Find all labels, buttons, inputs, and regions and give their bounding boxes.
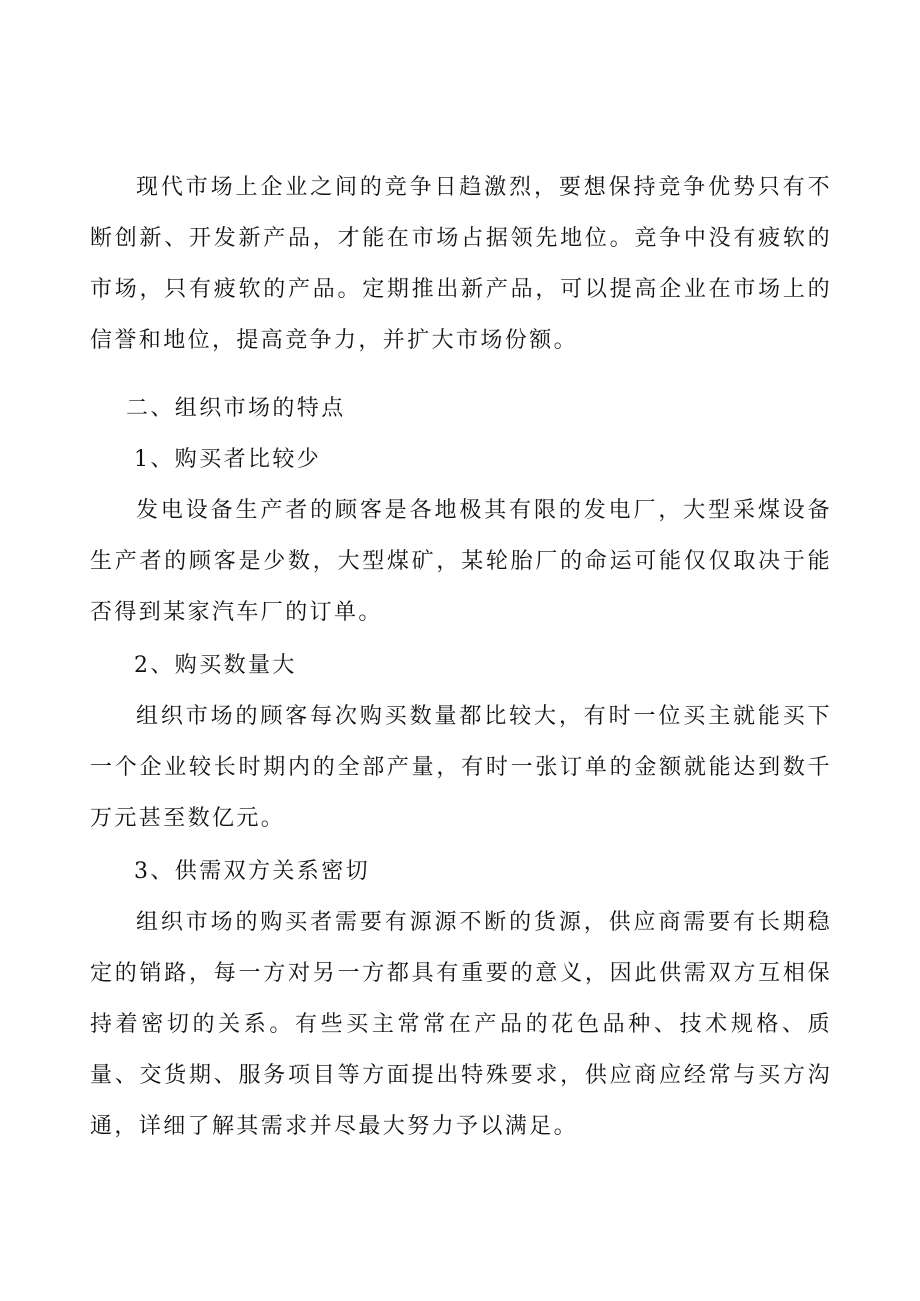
item-3-body: 组织市场的购买者需要有源源不断的货源，供应商需要有长期稳定的销路，每一方对另一方都具有重要的意义，因此供需双方互相保持着密切的关系。有些买主常常在产品的花色品种、技术规格、质量、交货期、服务项目等方面提出特殊要求，供应商应经常与买方沟通，详细了解其需求并尽最大努力予以满足。: [90, 910, 832, 1139]
section-heading: 二、组织市场的特点: [126, 396, 346, 421]
item-2-title: 2、购买数量大: [134, 653, 297, 678]
item-1-body: 发电设备生产者的顾客是各地极其有限的发电厂，大型采煤设备生产者的顾客是少数，大型煤矿，某轮胎厂的命运可能仅仅取决于能否得到某家汽车厂的订单。: [90, 498, 832, 625]
item-1-title: 1、购买者比较少: [134, 447, 322, 472]
intro-paragraph: 现代市场上企业之间的竞争日趋激烈，要想保持竞争优势只有不断创新、开发新产品，才能在市场占据领先地位。竞争中没有疲软的市场，只有疲软的产品。定期推出新产品，可以提高企业在市场上的信誉和地位，提高竞争力，并扩大市场份额。: [90, 175, 832, 353]
item-2-body: 组织市场的顾客每次购买数量都比较大，有时一位买主就能买下一个企业较长时期内的全部产量，有时一张订单的金额就能达到数千万元甚至数亿元。: [90, 704, 832, 831]
item-3-title: 3、供需双方关系密切: [134, 859, 370, 884]
